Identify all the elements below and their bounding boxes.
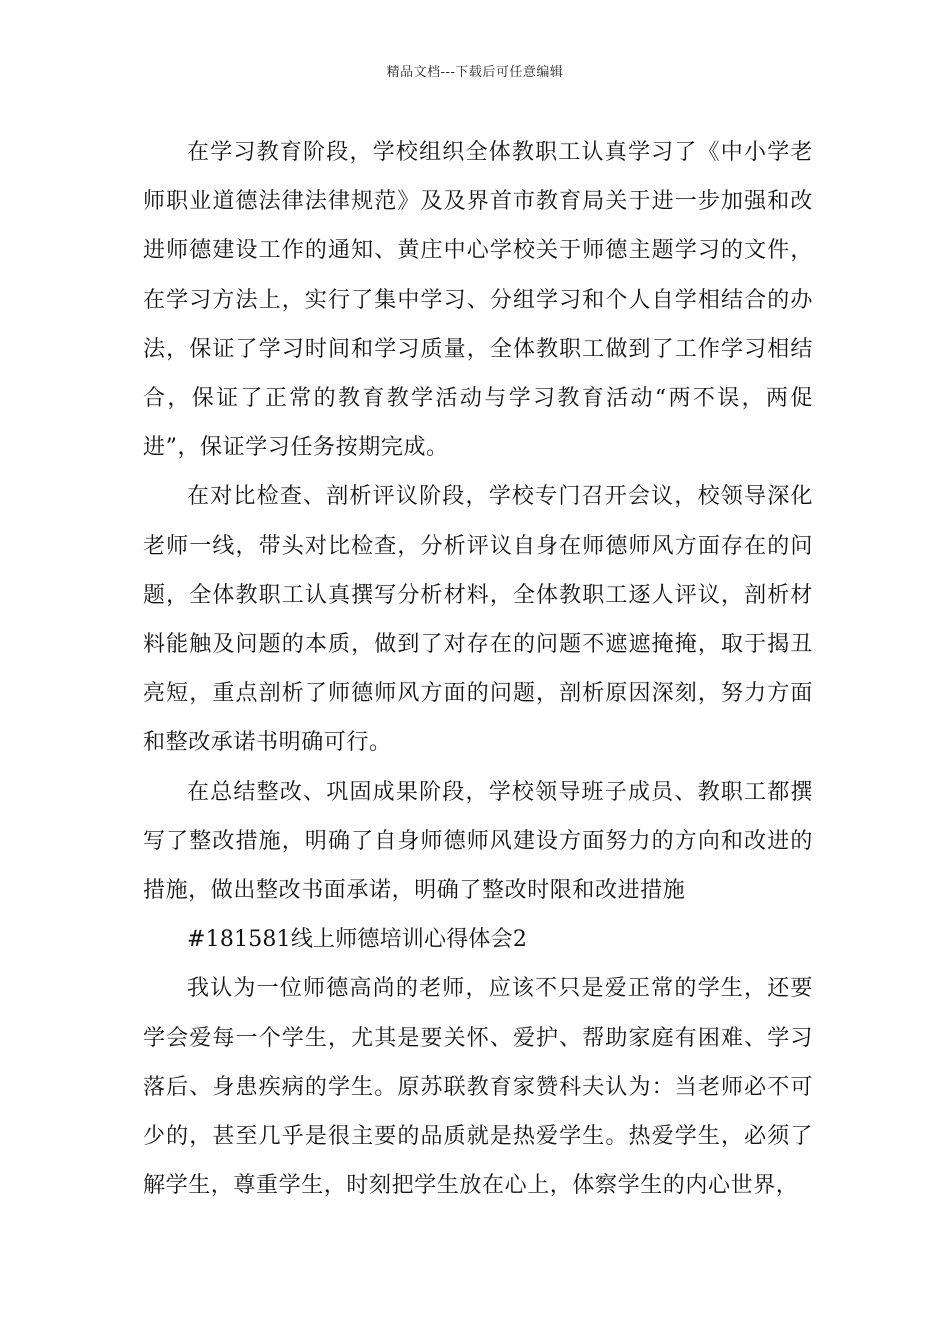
paragraph-review-phase: 在对比检查、剖析评议阶段，学校专门召开会议，校领导深化老师一线，带头对比检查，分析评议自身在师德师风方面存在的问题，全体教职工认真撰写分析材料，全体教职工逐人评议，剖析材料能触及问题的本质，做到了对存在的问题不遮遮掩掩，取于揭丑亮短，重点剖析了师德师风方面的问题，剖析原因深刻，努力方面和整改承诺书明确可行。 xyxy=(143,484,813,756)
paragraph-study-phase: 在学习教育阶段，学校组织全体教职工认真学习了《中小学老师职业道德法律法律规范》及及界首市教育局关于进一步加强和改进师德建设工作的通知、黄庄中心学校关于师德主题学习的文件，在学习方法上，实行了集中学习、分组学习和个人自学相结合的办法，保证了学习时间和学习质量，全体教职工做到了工作学习相结合，保证了正常的教育教学活动与学习教育活动“两不误，两促进”，保证学习任务按期完成。 xyxy=(143,140,813,461)
document-body xyxy=(143,128,813,1210)
header-note: 精品文档---下载后可任意编辑 xyxy=(386,65,564,80)
section-heading: #181581线上师德培训心得体会2 xyxy=(187,927,528,953)
paragraph-rectification-phase: 在总结整改、巩固成果阶段，学校领导班子成员、教职工都撰写了整改措施，明确了自身师德师风建设方面努力的方向和改进的措施，做出整改书面承诺，明确了整改时限和改进措施 xyxy=(143,779,813,904)
paragraph-love-students: 我认为一位师德高尚的老师，应该不只是爱正常的学生，还要学会爱每一个学生，尤其是要关怀、爱护、帮助家庭有困难、学习落后、身患疾病的学生。原苏联教育家赞科夫认为：当老师必不可少的，甚至几乎是很主要的品质就是热爱学生。热爱学生，必须了解学生，尊重学生，时刻把学生放在心上，体察学生的内心世界， xyxy=(143,976,813,1199)
